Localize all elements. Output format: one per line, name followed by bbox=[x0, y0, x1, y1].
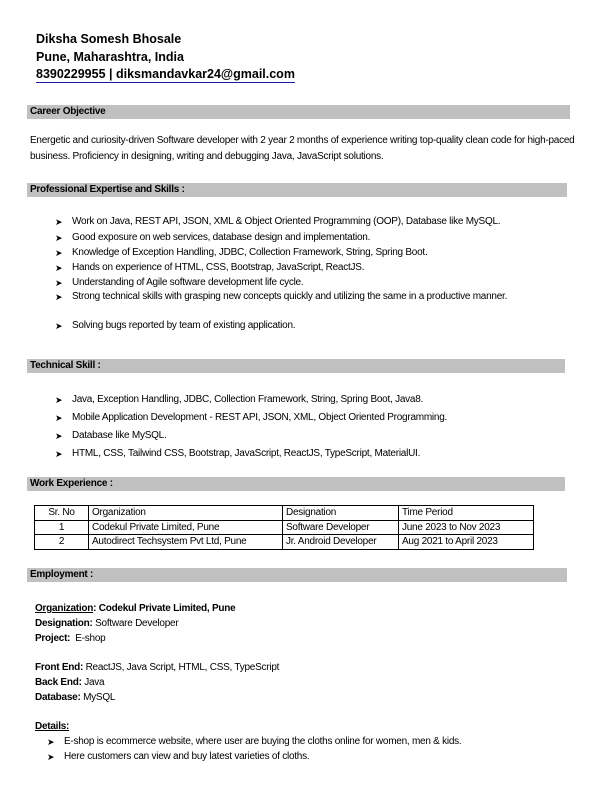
arrow-bullet-icon: ➤ bbox=[55, 321, 63, 331]
arrow-bullet-icon: ➤ bbox=[55, 292, 63, 302]
email-link[interactable]: diksmandavkar24@gmail.com bbox=[116, 67, 295, 81]
career-objective-text: Energetic and curiosity-driven Software developer with 2 year 2 months of experience writing top-quality clean code for high-paced business. Proficiency in designing, writing and debugging Java, JavaScript solutions. bbox=[30, 135, 575, 162]
database-value: MySQL bbox=[83, 691, 116, 703]
org-value: Codekul Private Limited, Pune bbox=[98, 603, 236, 614]
cell: Jr. Android Developer bbox=[283, 535, 399, 550]
separator: | bbox=[109, 67, 113, 81]
list-item-text: Strong technical skills with grasping new concepts quickly and utilizing the same in a productive manner. bbox=[72, 291, 508, 302]
col-header: Sr. No bbox=[35, 506, 89, 521]
phone: 8390229955 bbox=[36, 67, 106, 81]
list-item bbox=[55, 231, 567, 246]
list-item bbox=[55, 215, 567, 230]
list-item-text: Here customers can view and buy latest varieties of cloths. bbox=[64, 751, 310, 762]
arrow-bullet-icon: ➤ bbox=[55, 431, 63, 441]
table-header-row bbox=[35, 506, 534, 521]
cell: Codekul Private Limited, Pune bbox=[89, 520, 283, 535]
list-item-text: Java, Exception Handling, JDBC, Collection Framework, String, Spring Boot, Java8. bbox=[72, 394, 424, 405]
cell: June 2023 to Nov 2023 bbox=[399, 520, 534, 535]
table-row bbox=[35, 520, 534, 535]
list-item bbox=[47, 750, 567, 765]
details-label: Details: bbox=[35, 721, 70, 733]
arrow-bullet-icon: ➤ bbox=[47, 752, 55, 762]
list-item-text: Database like MySQL. bbox=[72, 430, 167, 441]
cell: Aug 2021 to April 2023 bbox=[399, 535, 534, 550]
list-item bbox=[55, 276, 567, 291]
arrow-bullet-icon: ➤ bbox=[55, 263, 63, 273]
list-item-text: Solving bugs reported by team of existing application. bbox=[72, 320, 296, 331]
contact-line bbox=[36, 67, 295, 81]
employment-info: Organization: Codekul Private Limited, Pune Designation: Software Developer Project: E-shop Front End: ReactJS, Java Script, HTML, CSS, TypeScript Back End: Java Database: MySQL Details: bbox=[35, 603, 280, 733]
list-item bbox=[55, 447, 567, 462]
list-item-text: E-shop is ecommerce website, where user are buying the cloths online for women, men & kids. bbox=[64, 736, 462, 747]
section-expertise: Professional Expertise and Skills : bbox=[27, 183, 567, 197]
back-end-label: Back End: bbox=[35, 676, 82, 688]
cell: Autodirect Techsystem Pvt Ltd, Pune bbox=[89, 535, 283, 550]
list-item-text: HTML, CSS, Tailwind CSS, Bootstrap, JavaScript, ReactJS, TypeScript, MaterialUI. bbox=[72, 448, 421, 459]
list-item bbox=[55, 290, 567, 305]
front-end-value: ReactJS, Java Script, HTML, CSS, TypeScript bbox=[85, 662, 280, 674]
section-technical-skill: Technical Skill : bbox=[27, 359, 565, 373]
list-item bbox=[55, 246, 567, 261]
list-item bbox=[55, 261, 567, 276]
section-career-objective: Career Objective bbox=[27, 105, 570, 119]
list-item bbox=[55, 393, 567, 408]
arrow-bullet-icon: ➤ bbox=[55, 449, 63, 459]
list-item-text: Good exposure on web services, database design and implementation. bbox=[72, 232, 371, 243]
list-item bbox=[55, 429, 567, 444]
designation-label: Designation: bbox=[35, 617, 93, 629]
col-header: Designation bbox=[283, 506, 399, 521]
work-experience-table bbox=[34, 505, 534, 550]
cell: 2 bbox=[35, 535, 89, 550]
designation-value: Software Developer bbox=[95, 617, 179, 629]
arrow-bullet-icon: ➤ bbox=[55, 217, 63, 227]
candidate-location: Pune, Maharashtra, India bbox=[36, 50, 184, 64]
database-label: Database: bbox=[35, 691, 81, 703]
section-employment: Employment : bbox=[27, 568, 567, 582]
arrow-bullet-icon: ➤ bbox=[55, 233, 63, 243]
list-item-text: Hands on experience of HTML, CSS, Bootstrap, JavaScript, ReactJS. bbox=[72, 262, 365, 273]
org-label: Organization bbox=[35, 603, 94, 614]
list-item bbox=[55, 319, 567, 334]
candidate-name: Diksha Somesh Bhosale bbox=[36, 32, 182, 46]
arrow-bullet-icon: ➤ bbox=[55, 278, 63, 288]
arrow-bullet-icon: ➤ bbox=[47, 737, 55, 747]
project-value: E-shop bbox=[75, 632, 106, 644]
section-work-experience: Work Experience : bbox=[27, 477, 565, 491]
list-item bbox=[47, 735, 567, 750]
cell: Software Developer bbox=[283, 520, 399, 535]
back-end-value: Java bbox=[84, 676, 105, 688]
arrow-bullet-icon: ➤ bbox=[55, 413, 63, 423]
arrow-bullet-icon: ➤ bbox=[55, 395, 63, 405]
arrow-bullet-icon: ➤ bbox=[55, 248, 63, 258]
col-header: Organization bbox=[89, 506, 283, 521]
list-item-text: Understanding of Agile software development life cycle. bbox=[72, 277, 304, 288]
front-end-label: Front End: bbox=[35, 662, 84, 674]
list-item-text: Mobile Application Development - REST API, JSON, XML, Object Oriented Programming. bbox=[72, 412, 448, 423]
project-label: Project: bbox=[35, 632, 71, 644]
list-item-text: Work on Java, REST API, JSON, XML & Object Oriented Programming (OOP), Database like MySQL. bbox=[72, 216, 501, 227]
col-header: Time Period bbox=[399, 506, 534, 521]
table-row bbox=[35, 535, 534, 550]
list-item bbox=[55, 411, 567, 426]
cell: 1 bbox=[35, 520, 89, 535]
list-item-text: Knowledge of Exception Handling, JDBC, Collection Framework, String, Spring Boot. bbox=[72, 247, 428, 258]
